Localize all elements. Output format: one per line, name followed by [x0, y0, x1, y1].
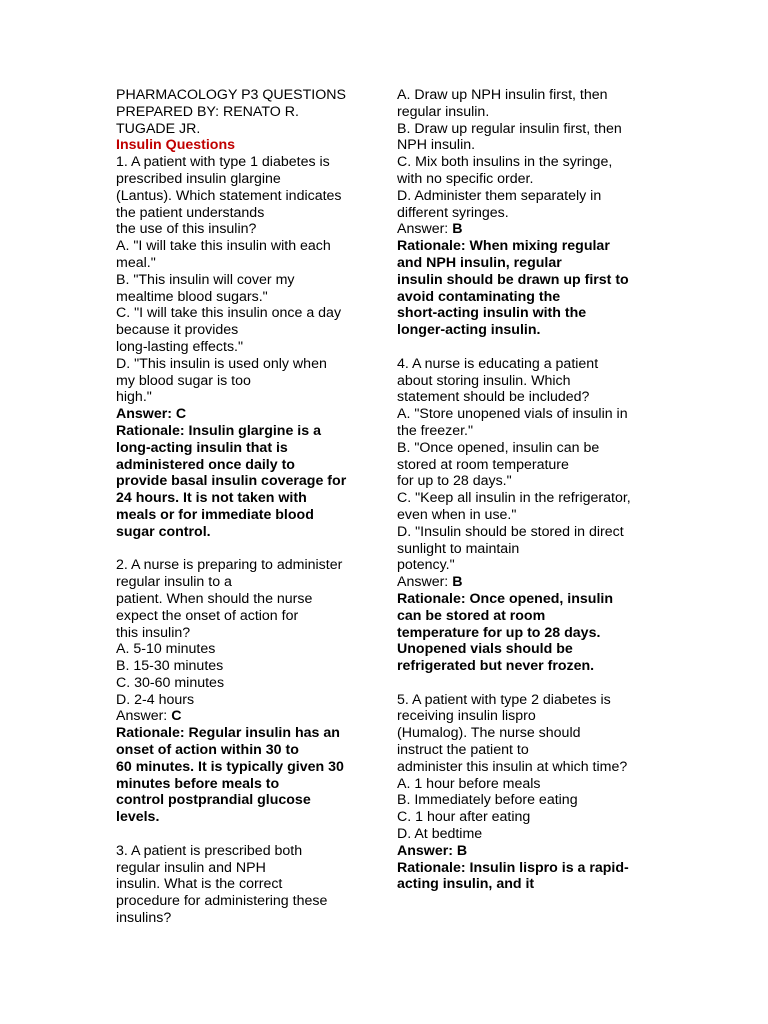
option-line: because it provides: [116, 322, 239, 339]
option-line: A. Draw up NPH insulin first, then: [397, 87, 608, 103]
header-line: PREPARED BY: RENATO R.: [116, 103, 299, 120]
option-line: A. 5-10 minutes: [116, 641, 216, 658]
question-stem-line: the patient understands: [116, 204, 265, 221]
question-4: [397, 356, 659, 675]
rationale-line: Unopened vials should be: [397, 641, 573, 658]
rationale-line: administered once daily to: [116, 456, 295, 473]
rationale-line: short-acting insulin with the: [397, 305, 587, 322]
option-line: meal.": [116, 254, 156, 271]
question-3-stem: [116, 843, 378, 927]
option-line: D. At bedtime: [397, 826, 483, 843]
left-column: [116, 87, 378, 927]
answer-value: B: [452, 221, 463, 238]
rationale-line: provide basal insulin coverage for: [116, 473, 347, 490]
option-line: C. 30-60 minutes: [116, 674, 225, 691]
question-stem-line: (Humalog). The nurse should: [397, 725, 581, 742]
question-stem-line: 4. A nurse is educating a patient: [397, 355, 599, 372]
option-line: NPH insulin.: [397, 137, 476, 154]
answer-value: C: [171, 708, 182, 725]
rationale-line: Rationale: Insulin glargine is a: [116, 422, 321, 439]
question-stem-line: 5. A patient with type 2 diabetes is: [397, 691, 611, 708]
question-1: [116, 154, 378, 540]
rationale-line: onset of action within 30 to: [116, 742, 299, 759]
rationale-line: 60 minutes. It is typically given 30: [116, 758, 344, 775]
question-3-continued: [397, 87, 659, 339]
option-line: C. "I will take this insulin once a day: [116, 305, 342, 322]
question-stem-line: procedure for administering these: [116, 893, 328, 910]
answer-line: [397, 843, 659, 860]
rationale-line: sugar control.: [116, 523, 211, 540]
rationale-line: longer-acting insulin.: [397, 322, 541, 339]
option-line: D. "Insulin should be stored in direct: [397, 523, 624, 540]
question-stem-line: receiving insulin lispro: [397, 708, 536, 725]
question-stem-line: patient. When should the nurse: [116, 590, 313, 607]
question-stem-line: the use of this insulin?: [116, 221, 257, 238]
rationale-line: 24 hours. It is not taken with: [116, 490, 307, 507]
question-5: [397, 692, 659, 894]
option-line: long-lasting effects.": [116, 338, 244, 355]
option-line: A. 1 hour before meals: [397, 775, 541, 792]
option-line: the freezer.": [397, 422, 474, 439]
question-stem-line: insulin. What is the correct: [116, 876, 283, 893]
rationale-line: can be stored at room: [397, 607, 546, 624]
option-line: C. Mix both insulins in the syringe,: [397, 154, 613, 171]
option-line: mealtime blood sugars.": [116, 288, 268, 305]
question-stem-line: insulins?: [116, 910, 172, 927]
rationale-line: temperature for up to 28 days.: [397, 624, 601, 641]
rationale-line: refrigerated but never frozen.: [397, 658, 595, 675]
question-stem-line: 3. A patient is prescribed both: [116, 842, 303, 859]
right-column: [397, 87, 659, 893]
rationale-line: and NPH insulin, regular: [397, 254, 562, 271]
question-stem-line: regular insulin to a: [116, 574, 232, 591]
rationale-line: acting insulin, and it: [397, 876, 535, 893]
option-line: D. Administer them separately in: [397, 187, 602, 204]
rationale-line: meals or for immediate blood: [116, 506, 314, 523]
document-header: [116, 87, 378, 154]
question-stem-line: expect the onset of action for: [116, 607, 299, 624]
rationale-line: long-acting insulin that is: [116, 439, 288, 456]
option-line: for up to 28 days.": [397, 473, 512, 490]
option-line: C. 1 hour after eating: [397, 809, 531, 826]
rationale-line: avoid contaminating the: [397, 288, 561, 305]
paragraph-gap: [116, 541, 378, 558]
rationale-line: control postprandial glucose: [116, 792, 311, 809]
option-line: B. "Once opened, insulin can be: [397, 439, 600, 456]
option-line: different syringes.: [397, 204, 509, 221]
option-line: B. 15-30 minutes: [116, 658, 224, 675]
answer-label: Answer:: [397, 842, 457, 859]
answer-label: Answer:: [116, 708, 172, 725]
rationale-line: Rationale: Once opened, insulin: [397, 590, 613, 607]
section-title: Insulin Questions: [116, 137, 236, 154]
option-line: regular insulin.: [397, 103, 490, 120]
answer-line: [397, 574, 659, 591]
option-line: A. "I will take this insulin with each: [116, 238, 331, 255]
answer-label: Answer:: [397, 574, 453, 591]
question-stem-line: prescribed insulin glargine: [116, 170, 281, 187]
rationale-line: insulin should be drawn up first to: [397, 271, 629, 288]
option-line: potency.": [397, 557, 455, 574]
answer-line: [116, 406, 378, 423]
option-line: stored at room temperature: [397, 456, 569, 473]
rationale-line: Rationale: Regular insulin has an: [116, 725, 340, 742]
option-line: B. Immediately before eating: [397, 792, 578, 809]
question-stem-line: 2. A nurse is preparing to administer: [116, 557, 343, 574]
answer-line: [116, 708, 378, 725]
option-line: C. "Keep all insulin in the refrigerator,: [397, 490, 631, 507]
answer-value: B: [456, 842, 468, 859]
question-stem-line: administer this insulin at which time?: [397, 758, 628, 775]
answer-line: [397, 221, 659, 238]
paragraph-gap: [116, 826, 378, 843]
question-stem-line: regular insulin and NPH: [116, 859, 266, 876]
option-line: B. Draw up regular insulin first, then: [397, 120, 622, 137]
option-line: D. 2-4 hours: [116, 691, 195, 708]
question-2: [116, 557, 378, 826]
option-line: B. "This insulin will cover my: [116, 271, 295, 288]
rationale-line: Rationale: Insulin lispro is a rapid-: [397, 859, 629, 876]
answer-value: B: [452, 574, 463, 591]
question-stem-line: (Lantus). Which statement indicates: [116, 187, 342, 204]
paragraph-gap: [397, 339, 659, 356]
paragraph-gap: [397, 675, 659, 692]
option-line: my blood sugar is too: [116, 372, 251, 389]
option-line: sunlight to maintain: [397, 540, 520, 557]
option-line: high.": [116, 389, 152, 406]
question-stem-line: statement should be included?: [397, 389, 590, 406]
question-stem-line: this insulin?: [116, 624, 191, 641]
header-line: TUGADE JR.: [116, 120, 201, 137]
rationale-line: levels.: [116, 809, 160, 826]
option-line: with no specific order.: [397, 170, 534, 187]
question-stem-line: about storing insulin. Which: [397, 372, 571, 389]
answer-value: C: [175, 406, 187, 423]
option-line: D. "This insulin is used only when: [116, 355, 327, 372]
rationale-line: Rationale: When mixing regular: [397, 238, 610, 255]
question-stem-line: instruct the patient to: [397, 742, 529, 759]
option-line: even when in use.": [397, 506, 517, 523]
question-stem-line: 1. A patient with type 1 diabetes is: [116, 154, 330, 171]
rationale-line: minutes before meals to: [116, 775, 280, 792]
header-line: PHARMACOLOGY P3 QUESTIONS: [116, 87, 346, 103]
answer-label: Answer:: [397, 221, 453, 238]
option-line: A. "Store unopened vials of insulin in: [397, 406, 628, 423]
answer-label: Answer:: [116, 406, 176, 423]
